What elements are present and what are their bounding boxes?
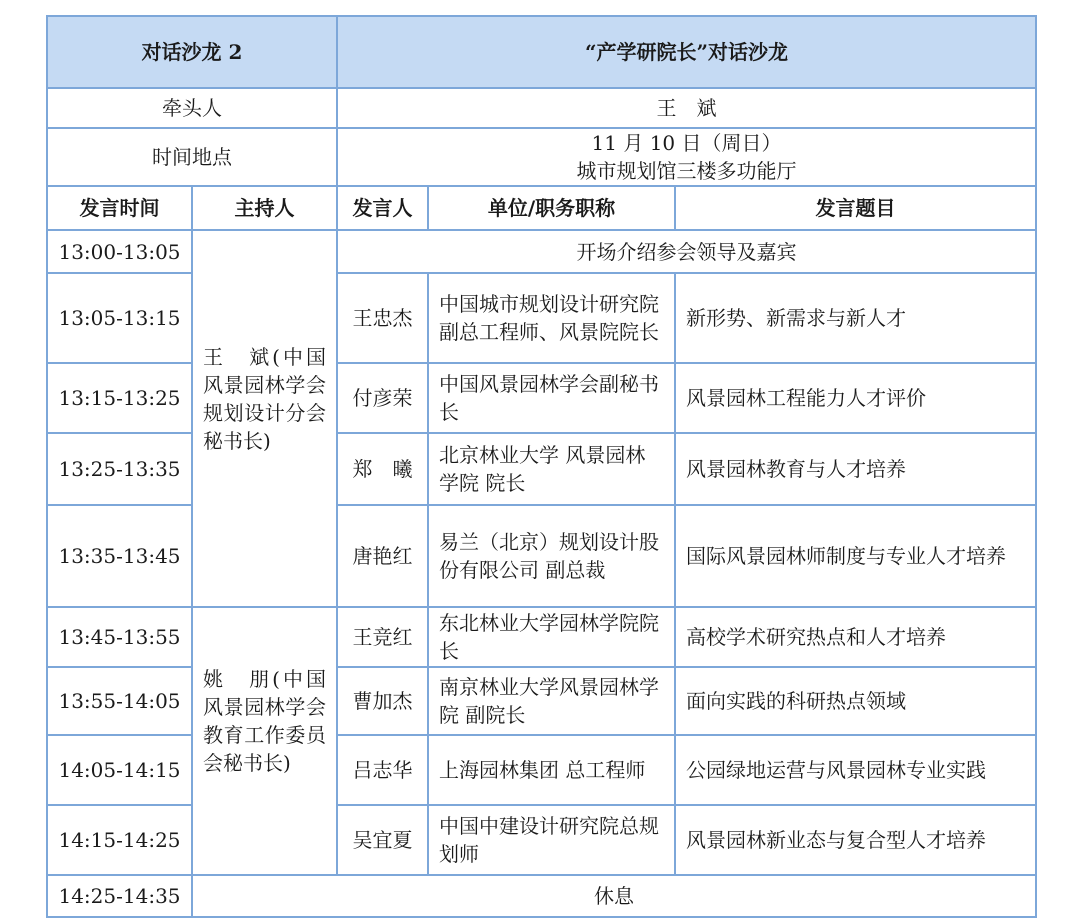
speaker-cell: 吕志华: [337, 735, 428, 805]
host-name: 姚 朋(中国风景园林学会教育工作委员会秘书长): [203, 667, 327, 775]
header-row: [47, 16, 1036, 88]
speaker-cell: 付彦荣: [337, 363, 428, 433]
speaker-cell: 郑 曦: [337, 433, 428, 505]
session-name: 对话沙龙 2: [47, 16, 337, 88]
speaker-cell: 曹加杰: [337, 667, 428, 735]
session-title: “产学研院长”对话沙龙: [337, 16, 1036, 88]
unit-cell: 上海园林集团 总工程师: [428, 735, 675, 805]
speaker-cell: 吴宜夏: [337, 805, 428, 875]
topic-cell: 风景园林新业态与复合型人才培养: [675, 805, 1036, 875]
time-cell: 13:00-13:05: [47, 230, 192, 273]
topic-cell: 新形势、新需求与新人才: [675, 273, 1036, 363]
speaker-cell: 王竞红: [337, 607, 428, 667]
lead-label: 牵头人: [47, 88, 337, 128]
unit-cell: 中国风景园林学会副秘书长: [428, 363, 675, 433]
timeplace-label: 时间地点: [47, 128, 337, 186]
speaker-cell: 王忠杰: [337, 273, 428, 363]
unit-cell: 中国城市规划设计研究院副总工程师、风景院院长: [428, 273, 675, 363]
time-cell: 13:25-13:35: [47, 433, 192, 505]
topic-cell: 国际风景园林师制度与专业人才培养: [675, 505, 1036, 607]
table-row: [47, 230, 1036, 273]
time-cell: 13:05-13:15: [47, 273, 192, 363]
unit-cell: 南京林业大学风景园林学院 副院长: [428, 667, 675, 735]
table-row: [47, 607, 1036, 667]
host-cell: [192, 230, 337, 607]
unit-cell: 中国中建设计研究院总规划师: [428, 805, 675, 875]
break-text: 休息: [192, 875, 1036, 917]
timeplace-value: [337, 128, 1036, 186]
lead-row: [47, 88, 1036, 128]
col-topic: 发言题目: [675, 186, 1036, 230]
topic-cell: 高校学术研究热点和人才培养: [675, 607, 1036, 667]
host-name: 王 斌(中国风景园林学会规划设计分会秘书长): [203, 344, 327, 453]
timeplace-row: [47, 128, 1036, 186]
time-cell: 13:45-13:55: [47, 607, 192, 667]
topic-cell: 风景园林工程能力人才评价: [675, 363, 1036, 433]
time-cell: 13:35-13:45: [47, 505, 192, 607]
speaker-cell: 唐艳红: [337, 505, 428, 607]
topic-cell: 面向实践的科研热点领域: [675, 667, 1036, 735]
host-cell: [192, 607, 337, 875]
time-cell: 13:15-13:25: [47, 363, 192, 433]
topic-cell: 公园绿地运营与风景园林专业实践: [675, 735, 1036, 805]
table-row: [47, 875, 1036, 917]
schedule-table: [46, 15, 1037, 918]
col-time: 发言时间: [47, 186, 192, 230]
lead-value: 王 斌: [337, 88, 1036, 128]
col-speaker: 发言人: [337, 186, 428, 230]
event-date: 11 月 10 日（周日）: [591, 131, 782, 155]
unit-cell: 东北林业大学园林学院院长: [428, 607, 675, 667]
unit-cell: 易兰（北京）规划设计股份有限公司 副总裁: [428, 505, 675, 607]
time-cell: 14:05-14:15: [47, 735, 192, 805]
col-host: 主持人: [192, 186, 337, 230]
topic-cell: 风景园林教育与人才培养: [675, 433, 1036, 505]
event-venue: 城市规划馆三楼多功能厅: [576, 159, 797, 183]
time-cell: 14:15-14:25: [47, 805, 192, 875]
opening-text: 开场介绍参会领导及嘉宾: [337, 230, 1036, 273]
time-cell: 13:55-14:05: [47, 667, 192, 735]
unit-cell: 北京林业大学 风景园林学院 院长: [428, 433, 675, 505]
time-cell: 14:25-14:35: [47, 875, 192, 917]
column-header-row: [47, 186, 1036, 230]
col-unit: 单位/职务职称: [428, 186, 675, 230]
